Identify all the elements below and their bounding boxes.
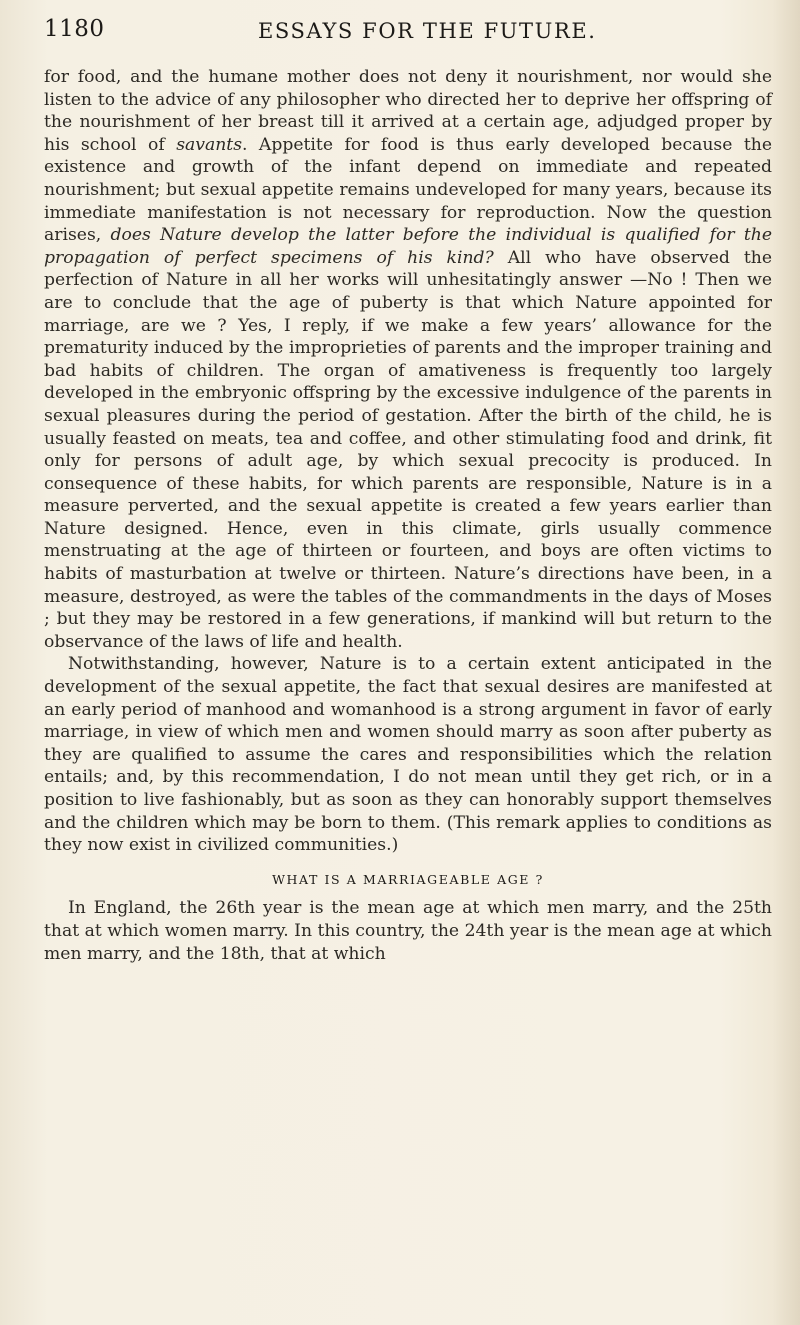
paragraph-1-text-a: for food, and the humane mother does not deny it nourishment, nor would she listen to the advice of any philosopher who directed her to deprive her offspring of the nourishment of her breast till it arrived at a certain age, adjudged proper by his school of	[44, 67, 772, 155]
paragraph-1	[44, 66, 772, 653]
paragraph-1-italic-savants: savants	[176, 134, 243, 155]
page-header	[44, 16, 772, 56]
paragraph-3: In England, the 26th year is the mean age at which men marry, and the 25th that at which women marry. In this country, the 24th year is the mean age at which men marry, and the 18th, that at which	[44, 898, 772, 964]
paragraph-1-text-c: All who have observed the perfection of Nature in all her works will unhesitatingly answer —No ! Then we are to conclude that the age of puberty is that which Nature appointed for marriage, are we ? Yes, I reply, if we make a few years’ allowance for the prematurity induced by the improprieties of parents and the improper training and bad habits of children. The organ of amativeness is frequently too largely developed in the embryonic offspring by the excessive indulgence of the parents in sexual pleasures during the period of gestation. After the birth of the child, he is usually feasted on meats, tea and coffee, and other stimulating food and drink, fit only for persons of adult age, by which sexual precocity is produced. In consequence of these habits, for which parents are responsible, Nature is in a measure perverted, and the sexual appetite is created a few years earlier than Nature designed. Hence, even in this climate, girls usually commence menstruating at the age of thirteen or fourteen, and boys are often victims to habits of masturbation at twelve or thirteen. Nature’s directions have been, in a measure, destroyed, as were the tables of the commandments in the days of Moses ; but they may be restored in a few generations, if mankind will but return to the observance of the laws of life and health.	[44, 247, 773, 652]
running-title: ESSAYS FOR THE FUTURE.	[258, 19, 597, 43]
page-edge-shadow	[772, 0, 800, 1325]
page-number: 1180	[44, 16, 105, 42]
paragraph-2: Notwithstanding, however, Nature is to a certain extent anticipated in the development of the sexual appetite, the fact that sexual desires are manifested at an early period of manhood and womanhood is a strong argument in favor of early marriage, in view of which men and women should marry as soon after puberty as they are qualified to assume the cares and responsibilities which the relation entails; and, by this recommendation, I do not mean until they get rich, or in a position to live fashionably, but as soon as they can honorably support themselves and the children which may be born to them. (This remark applies to conditions as they now exist in civilized communities.)	[44, 654, 772, 856]
body-text	[44, 66, 772, 965]
paragraph-1-text-b: . Appetite for food is thus early developed because the existence and growth of the infant depend on immediate and repeated nourishment; but sexual appetite remains undeveloped for many years, because its immediate manifestation is not necessary for reproduction. Now the question arises,	[44, 134, 773, 246]
section-heading: WHAT IS A MARRIAGEABLE AGE ?	[272, 871, 544, 887]
paragraph-1-italic-question: does Nature develop the latter before the individual is qualified for the propagation of perfect specimens of his kind?	[44, 225, 772, 268]
